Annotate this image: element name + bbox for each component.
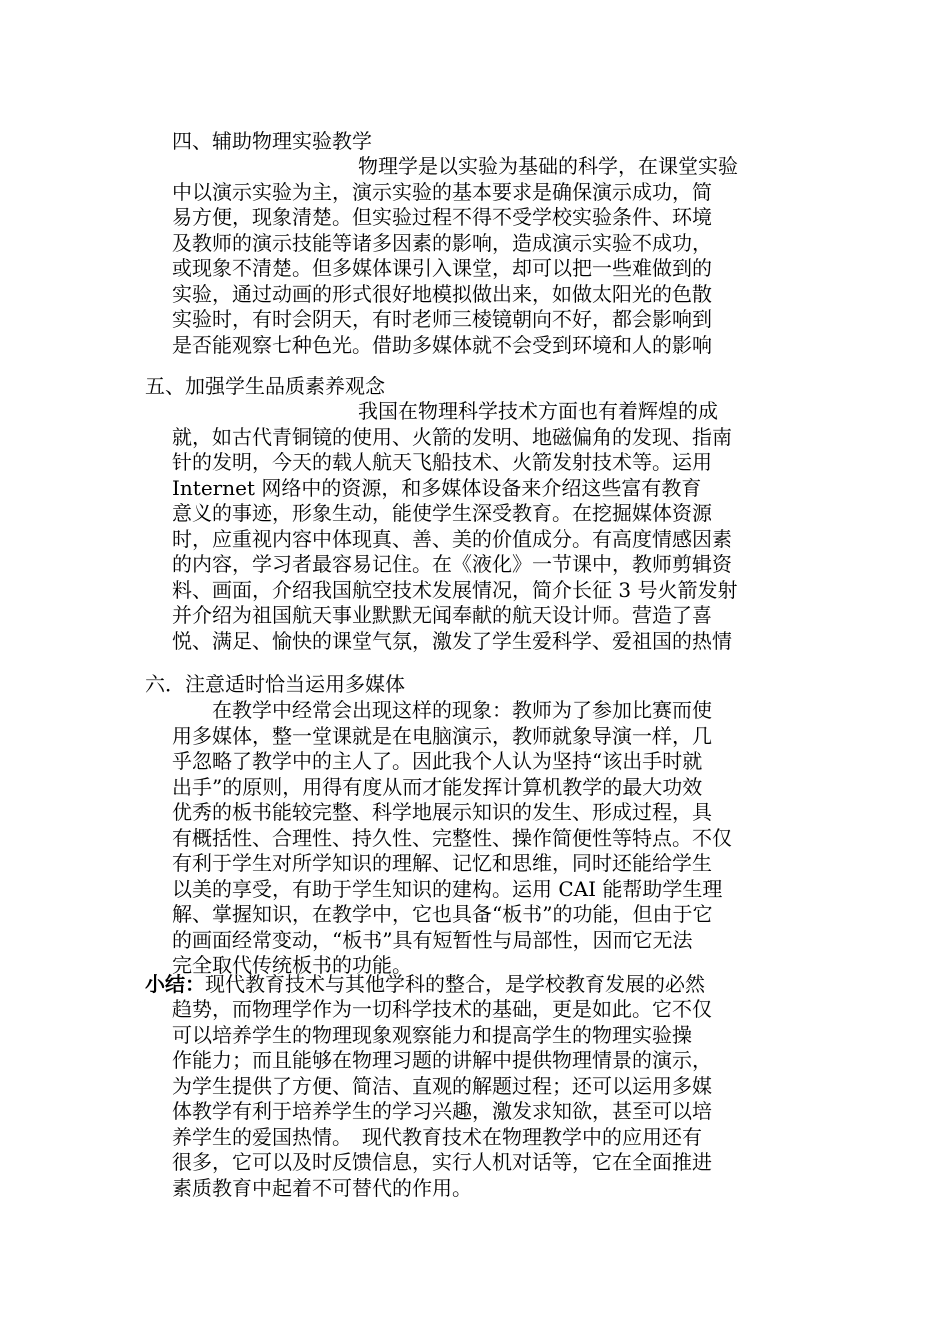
summary-line: 养学生的爱国热情。 现代教育技术在物理教学中的应用还有 — [172, 1124, 702, 1149]
summary-label: 小结： — [145, 972, 205, 996]
section-4-line: 是否能观察七种色光。借助多媒体就不会受到环境和人的影响 — [172, 332, 712, 357]
summary-line: 趋势，而物理学作为一切科学技术的基础，更是如此。它不仅 — [172, 997, 712, 1021]
section-5-body — [172, 399, 812, 654]
section-6-line: 有利于学生对所学知识的理解、记忆和思维，同时还能给学生 — [172, 851, 712, 875]
summary-line: 素质教育中起着不可替代的作用。 — [172, 1175, 472, 1200]
section-4-heading: 四、辅助物理实验教学 — [172, 129, 372, 153]
section-6-line: 乎忽略了教学中的主人了。因此我个人认为坚持“该出手时就 — [172, 749, 703, 773]
section-4-line: 物理学是以实验为基础的科学，在课堂实验 — [358, 154, 738, 178]
section-4-line: 易方便，现象清楚。但实验过程不得不受学校实验条件、环境 — [172, 205, 712, 229]
summary-line: 可以培养学生的物理现象观察能力和提高学生的物理实验操 — [172, 1022, 692, 1047]
section-5-line: 就，如古代青铜镜的使用、火箭的发明、地磁偏角的发现、指南 — [172, 424, 732, 449]
section-5-line: Internet 网络中的资源，和多媒体设备来介绍这些富有教育 — [172, 475, 702, 500]
summary-line: 作能力；而且能够在物理习题的讲解中提供物理情景的演示， — [172, 1048, 712, 1072]
section-6-heading: 六．注意适时恰当运用多媒体 — [145, 672, 405, 696]
section-5-line: 我国在物理科学技术方面也有着辉煌的成 — [358, 399, 718, 423]
section-5-heading: 五、加强学生品质素养观念 — [145, 374, 385, 398]
section-5-line: 料、画面，介绍我国航空技术发展情况，简介长征 3 号火箭发射 — [172, 577, 738, 602]
section-5-line: 意义的事迹，形象生动，能使学生深受教育。在挖掘媒体资源 — [172, 501, 712, 525]
summary-line: 体教学有利于培养学生的学习兴趣，激发求知欲，甚至可以培 — [172, 1099, 712, 1123]
section-4-line: 实验，通过动画的形式很好地模拟做出来，如做太阳光的色散 — [172, 281, 712, 306]
section-5-line: 针的发明，今天的载人航天飞船技术、火箭发射技术等。运用 — [172, 450, 712, 474]
section-6-line: 有概括性、合理性、持久性、完整性、操作简便性等特点。不仅 — [172, 825, 732, 850]
section-6-line: 出手”的原则，用得有度从而才能发挥计算机教学的最大功效 — [172, 774, 703, 799]
section-4-line: 及教师的演示技能等诸多因素的影响，造成演示实验不成功， — [172, 230, 712, 255]
section-4-body — [172, 154, 812, 358]
section-4-line: 实验时，有时会阴天，有时老师三棱镜朝向不好，都会影响到 — [172, 307, 712, 331]
section-6-line: 完全取代传统板书的功能。 — [172, 953, 412, 977]
section-6-line: 在教学中经常会出现这样的现象：教师为了参加比赛而使 — [212, 698, 712, 722]
summary-first-line — [145, 971, 705, 998]
section-5-line: 的内容，学习者最容易记住。在《液化》一节课中，教师剪辑资 — [172, 552, 732, 576]
section-6-line: 以美的享受，有助于学生知识的建构。运用 CAI 能帮助学生理 — [172, 876, 723, 901]
section-6-body — [172, 698, 812, 979]
summary-first-text: 现代教育技术与其他学科的整合，是学校教育发展的必然 — [205, 972, 705, 996]
section-4-line: 或现象不清楚。但多媒体课引入课堂，却可以把一些难做到的 — [172, 256, 712, 280]
section-5-line: 时，应重视内容中体现真、善、美的价值成分。有高度情感因素 — [172, 526, 732, 551]
summary-line: 很多，它可以及时反馈信息，实行人机对话等，它在全面推进 — [172, 1150, 712, 1174]
section-6-line: 解、掌握知识，在教学中，它也具备“板书”的功能，但由于它 — [172, 902, 713, 926]
section-6-line: 优秀的板书能较完整、科学地展示知识的发生、形成过程，具 — [172, 800, 712, 824]
summary-body — [172, 997, 812, 1201]
section-5-line: 悦、满足、愉快的课堂气氛，激发了学生爱科学、爱祖国的热情 — [172, 628, 732, 653]
section-5-line: 并介绍为祖国航天事业默默无闻奉献的航天设计师。营造了喜 — [172, 603, 712, 627]
section-6-line: 用多媒体，整一堂课就是在电脑演示，教师就象导演一样，几 — [172, 723, 712, 748]
section-6-line: 的画面经常变动，“板书”具有短暂性与局部性，因而它无法 — [172, 927, 693, 952]
section-4-line: 中以演示实验为主，演示实验的基本要求是确保演示成功，简 — [172, 179, 712, 204]
summary-line: 为学生提供了方便、简洁、直观的解题过程；还可以运用多媒 — [172, 1073, 712, 1098]
